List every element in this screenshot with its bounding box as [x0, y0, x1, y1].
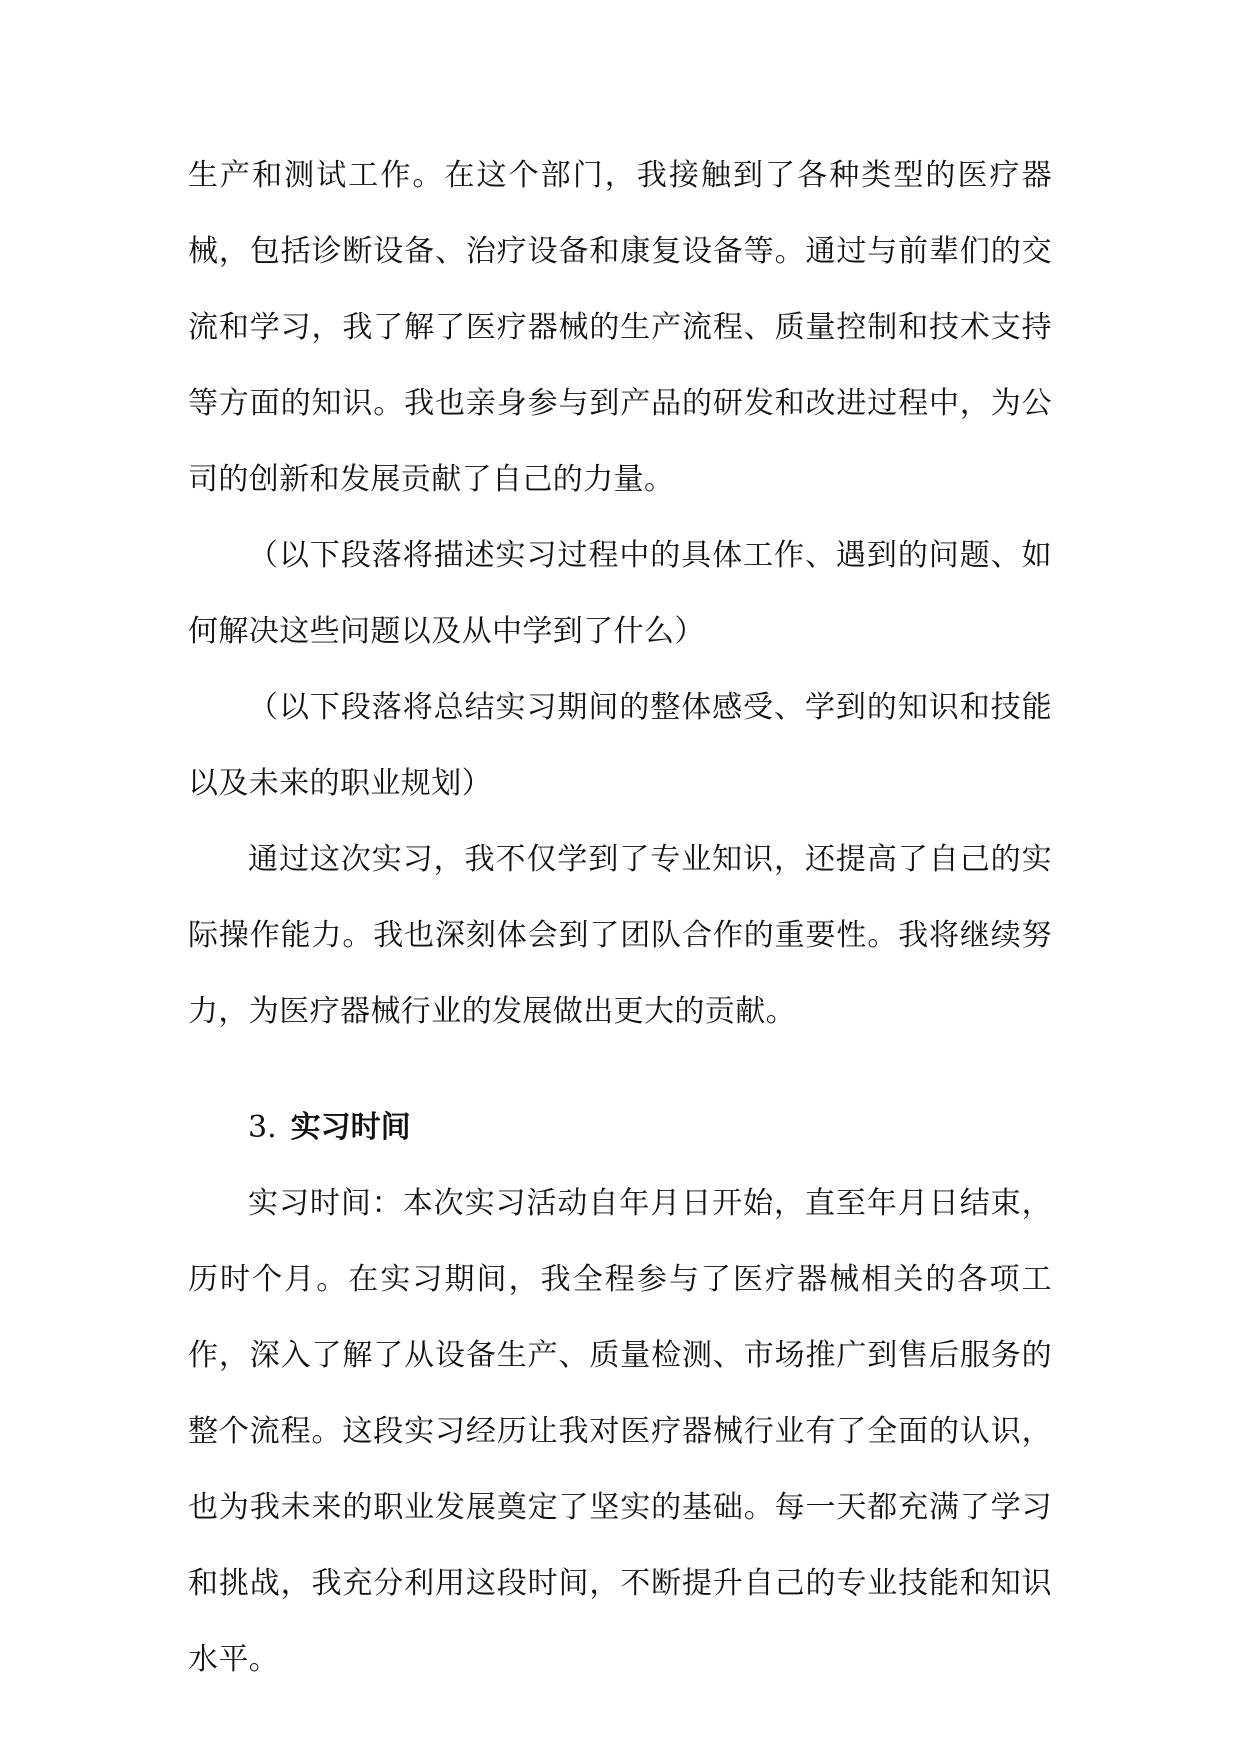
paragraph-continued-work: 生产和测试工作。在这个部门，我接触到了各种类型的医疗器械，包括诊断设备、治疗设备和康复设备等。通过与前辈们的交流和学习，我了解了医疗器械的生产流程、质量控制和技术支持等方面的知识。我也亲身参与到产品的研发和改进过程中，为公司的创新和发展贡献了自己的力量。 — [188, 158, 1052, 497]
paragraph-internship-time: 实习时间：本次实习活动自年月日开始，直至年月日结束，历时个月。在实习期间，我全程参与了医疗器械相关的各项工作，深入了解了从设备生产、质量检测、市场推广到售后服务的整个流程。这段实习经历让我对医疗器械行业有了全面的认识，也为我未来的职业发展奠定了坚实的基础。每一天都充满了学习和挑战，我充分利用这段时间，不断提升自己的专业技能和知识水平。 — [188, 1186, 1052, 1677]
paragraph-placeholder-process: （以下段落将描述实习过程中的具体工作、遇到的问题、如何解决这些问题以及从中学到了什么） — [188, 538, 1052, 649]
paragraph-conclusion: 通过这次实习，我不仅学到了专业知识，还提高了自己的实际操作能力。我也深刻体会到了团队合作的重要性。我将继续努力，为医疗器械行业的发展做出更大的贡献。 — [188, 842, 1052, 1029]
section-title: 实习时间 — [290, 1110, 411, 1145]
paragraph-placeholder-summary: （以下段落将总结实习期间的整体感受、学到的知识和技能以及未来的职业规划） — [188, 690, 1052, 801]
section-number: 3. — [248, 1110, 277, 1145]
section-heading — [188, 1090, 1052, 1166]
document-body — [188, 138, 1052, 1698]
